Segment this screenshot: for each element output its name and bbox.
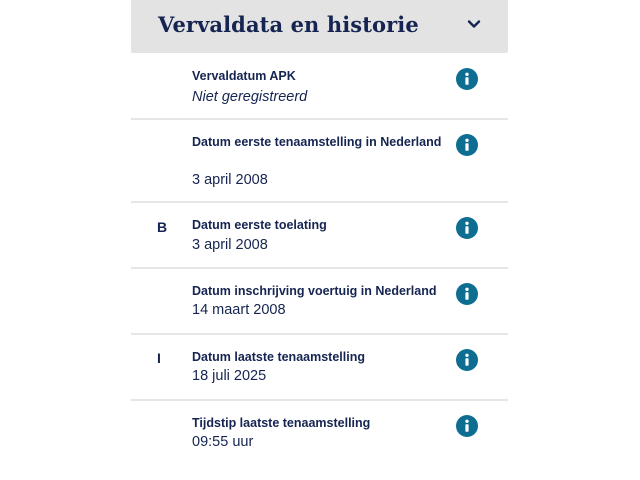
section-title: Vervaldata en historie — [158, 12, 419, 37]
info-icon[interactable] — [456, 415, 478, 437]
info-icon[interactable] — [456, 217, 478, 239]
list-item-first-admission — [131, 203, 508, 269]
row-value: 09:55 uur — [192, 434, 254, 450]
info-icon[interactable] — [456, 134, 478, 156]
row-value: 3 april 2008 — [192, 172, 268, 188]
list-item-apk-expiry — [131, 53, 508, 120]
row-value: 3 april 2008 — [192, 237, 268, 253]
row-value: Niet geregistreerd — [192, 89, 308, 105]
chevron-down-icon[interactable] — [466, 16, 482, 32]
row-value: 14 maart 2008 — [192, 302, 286, 318]
list-item-last-registration-date — [131, 335, 508, 401]
section-header[interactable] — [131, 0, 508, 53]
row-code: I — [157, 350, 161, 366]
row-label: Datum eerste toelating — [192, 218, 327, 232]
expiry-and-history-panel — [131, 0, 508, 480]
row-label: Datum laatste tenaamstelling — [192, 350, 365, 364]
row-label: Tijdstip laatste tenaamstelling — [192, 416, 371, 430]
info-icon[interactable] — [456, 283, 478, 305]
row-value: 18 juli 2025 — [192, 368, 267, 384]
info-icon[interactable] — [456, 349, 478, 371]
info-icon[interactable] — [456, 68, 478, 90]
list-item-first-registration-nl — [131, 120, 508, 203]
list-item-vehicle-registration-nl — [131, 269, 508, 335]
row-code: B — [157, 219, 168, 235]
row-label: Vervaldatum APK — [192, 69, 296, 83]
row-label: Datum inschrijving voertuig in Nederland — [192, 284, 437, 298]
list-item-last-registration-time — [131, 401, 508, 480]
row-label: Datum eerste tenaamstelling in Nederland — [192, 135, 442, 149]
